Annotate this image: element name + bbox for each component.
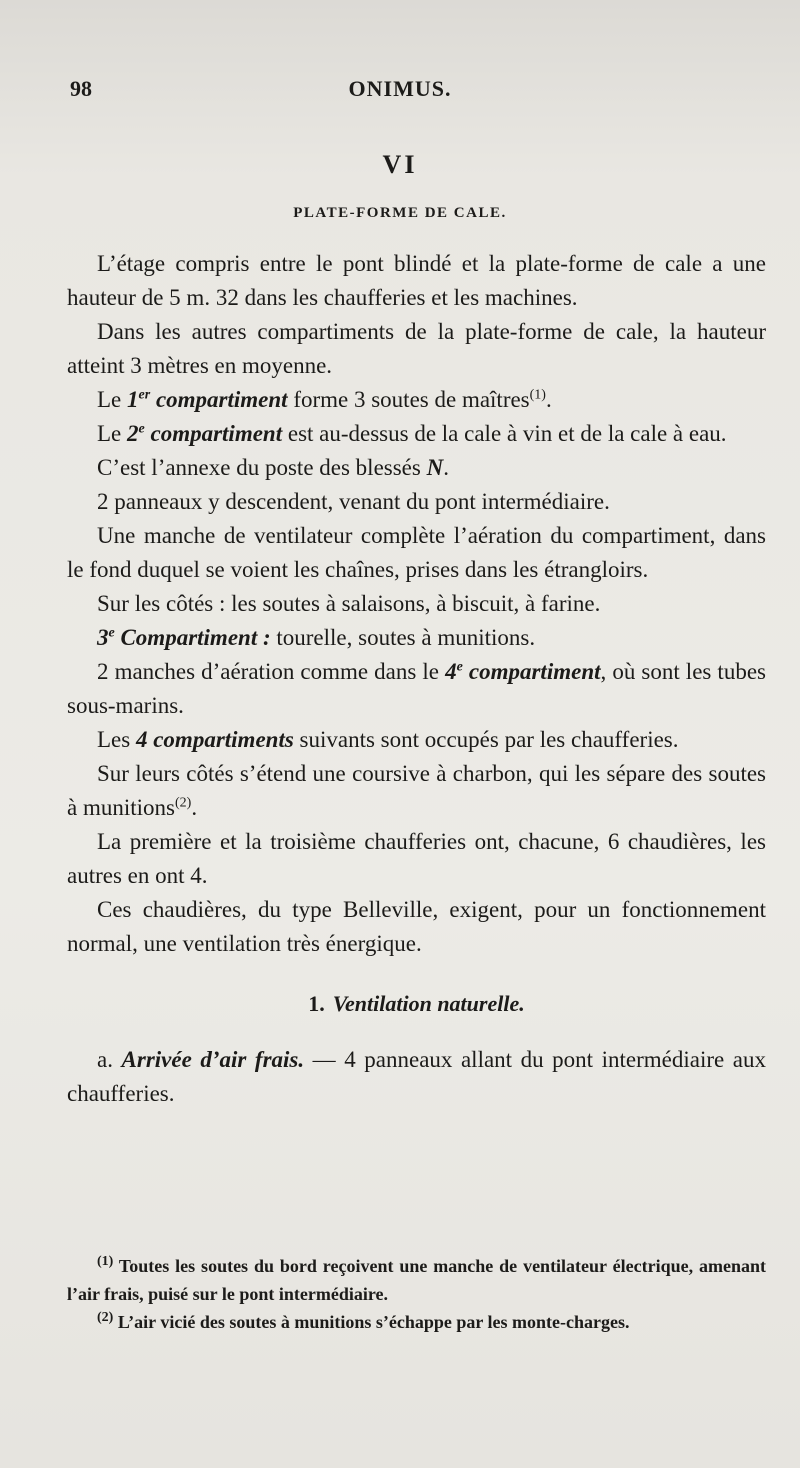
footnote-mark: (1) [97, 1254, 114, 1269]
paragraph: Sur les côtés : les soutes à salaisons, à biscuit, à farine. [97, 591, 601, 616]
footnote: $^{(1)}$ Toutes les soutes du bord reçoivent une manche de ventilateur électrique, amenant l’air frais, puisé sur le pont intermédiaire. [67, 1254, 766, 1304]
footnote-mark: (2) [97, 1310, 114, 1325]
paragraph: Sur leurs côtés s’étend une coursive à charbon, qui les sépare des soutes à munitions$^{(2)}$. [67, 761, 766, 820]
page-header [0, 68, 800, 108]
paragraph: 2 manches d’aération comme dans le 4e compartiment, où sont les tubes sous-marins. [67, 659, 766, 718]
body-text [67, 247, 766, 1111]
footnote-ref[interactable]: (1) [529, 387, 546, 403]
paragraph: L’étage compris entre le pont blindé et la plate-forme de cale a une hauteur de 5 m. 32 dans les chaufferies et les machines. [67, 251, 766, 310]
section-title: PLATE-FORME DE CALE. [293, 205, 507, 221]
paragraph: Le 1er compartiment forme 3 soutes de maîtres$^{(1)}$. [97, 387, 552, 412]
paragraph: 3e Compartiment : tourelle, soutes à munitions. [97, 625, 536, 650]
paragraph: Le 2e compartiment est au-dessus de la cale à vin et de la cale à eau. [97, 421, 727, 446]
paragraph: 2 panneaux y descendent, venant du pont intermédiaire. [97, 489, 610, 514]
chapter-number: VI [382, 150, 418, 179]
paragraph: La première et la troisième chaufferies ont, chacune, 6 chaudières, les autres en ont 4. [67, 829, 766, 888]
footnote: $^{(2)}$ L’air vicié des soutes à munitions s’échappe par les monte-charges. [97, 1310, 630, 1332]
page-number: 98 [70, 76, 92, 101]
paragraph: Dans les autres compartiments de la plate-forme de cale, la hauteur atteint 3 mètres en moyenne. [67, 319, 766, 378]
paragraph: Une manche de ventilateur complète l’aération du compartiment, dans le fond duquel se voient les chaînes, prises dans les étrangloirs. [67, 523, 766, 582]
paragraph: a. Arrivée d’air frais. — 4 panneaux allant du pont intermédiaire aux chaufferies. [67, 1047, 766, 1106]
subsection-heading: 1. Ventilation naturelle. [308, 991, 525, 1016]
footnote-ref[interactable]: (2) [174, 795, 192, 811]
paragraph: Ces chaudières, du type Belleville, exigent, pour un fonctionnement normal, une ventilation très énergique. [67, 897, 766, 956]
paragraph: Les 4 compartiments suivants sont occupés par les chaufferies. [97, 727, 679, 752]
paragraph: C’est l’annexe du poste des blessés N. [97, 455, 449, 480]
running-head: ONIMUS. [348, 76, 452, 101]
footnotes [67, 1252, 766, 1336]
